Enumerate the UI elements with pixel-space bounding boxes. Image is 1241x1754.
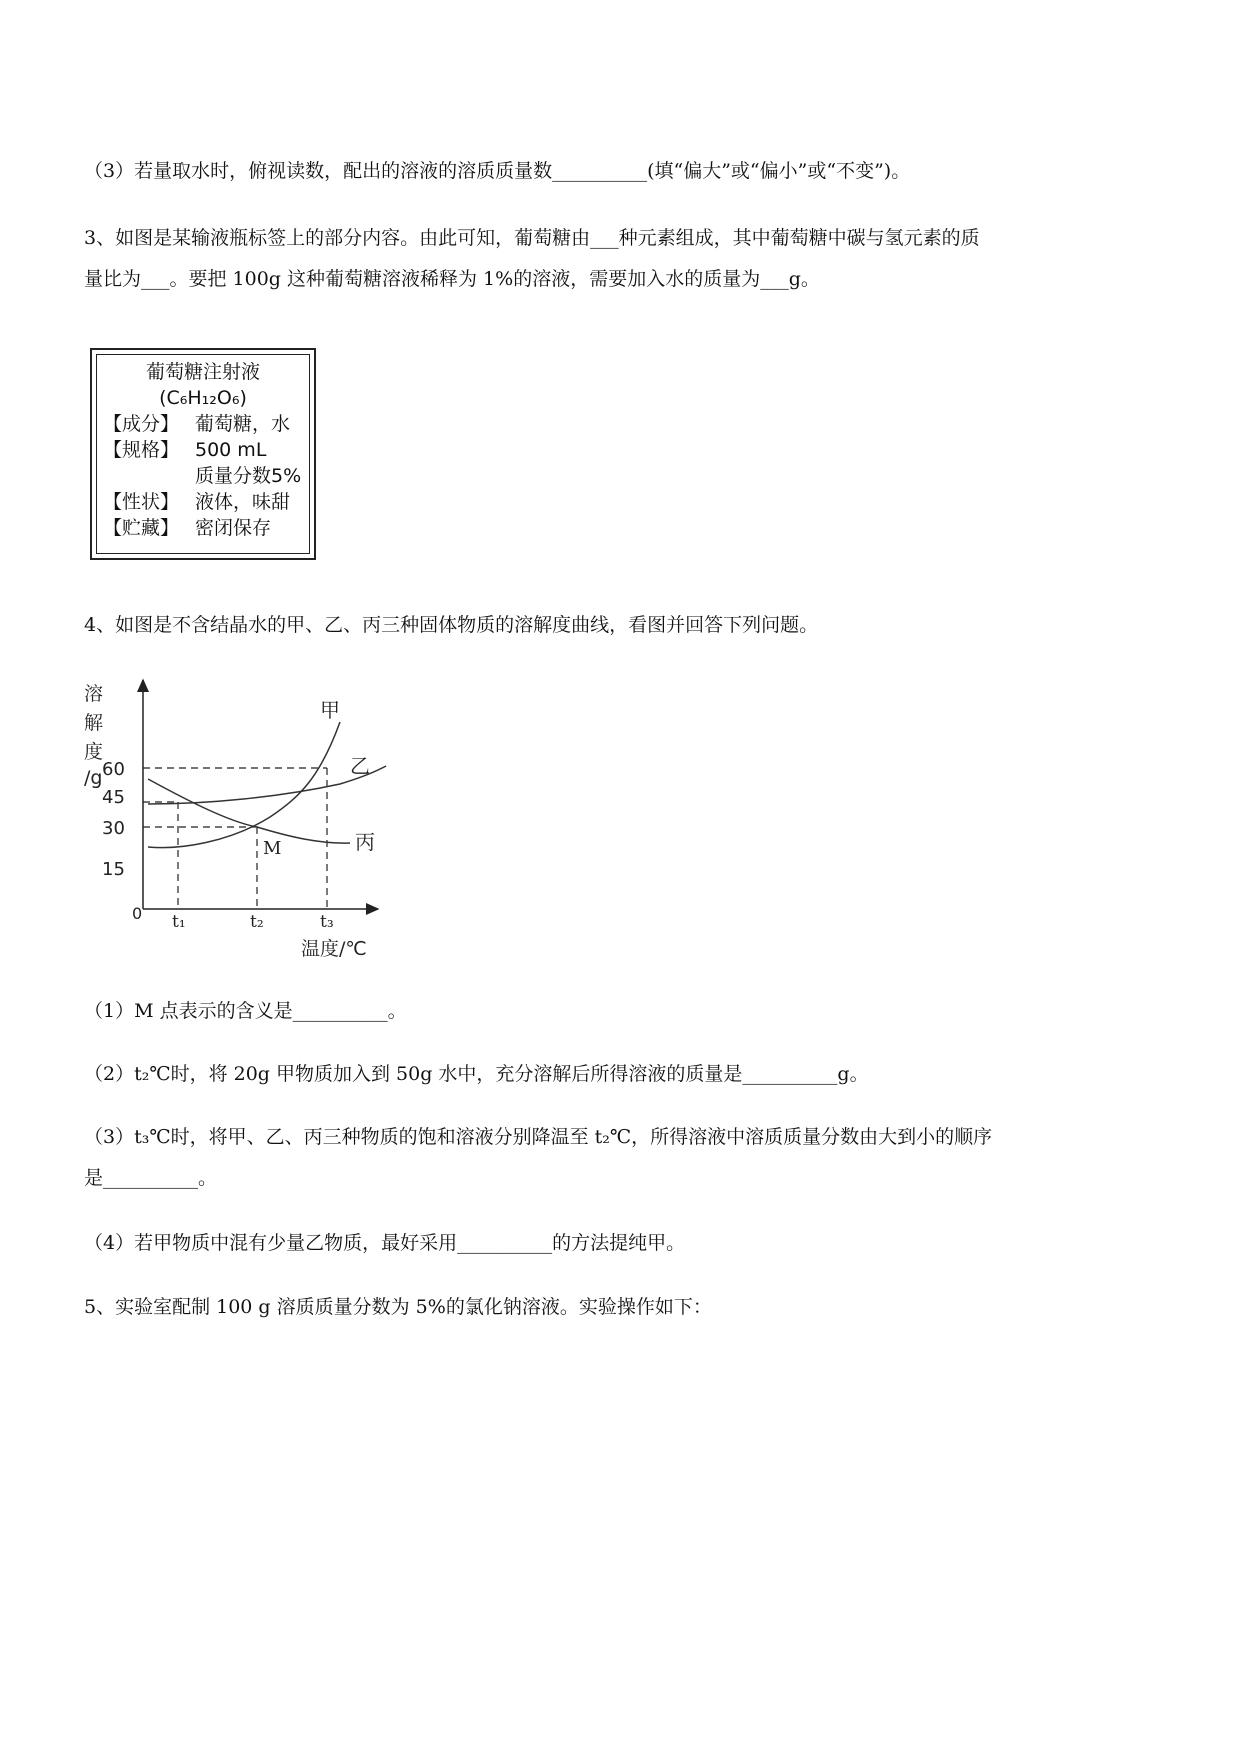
y-label-4: /g (84, 767, 103, 789)
y-label-3: 度 (84, 741, 104, 763)
curve-jia (148, 722, 340, 848)
question-4-part-3-line-2: 是__________。 (84, 1167, 218, 1189)
series-label-jia: 甲 (320, 698, 340, 722)
label-formula: (C₆H₁₂O₆) (159, 387, 247, 409)
point-m-label: M (263, 838, 282, 859)
y-tick-45: 45 (102, 787, 125, 808)
x-axis-label: 温度/℃ (301, 938, 367, 960)
question-2-part-3: （3）若量取水时，俯视读数，配出的溶液的溶质质量数__________(填“偏大”或“偏小”或“不变”)。 (84, 160, 911, 182)
label-row-properties: 【性状】 液体，味甜 (103, 491, 291, 513)
y-tick-60: 60 (102, 759, 125, 780)
question-4-part-2: （2）t₂℃时，将 20g 甲物质加入到 50g 水中，充分溶解后所得溶液的质量是__________g。 (84, 1063, 869, 1085)
question-5-intro: 5、实验室配制 100 g 溶质质量分数为 5%的氯化钠溶液。实验操作如下： (84, 1296, 712, 1318)
solubility-chart (80, 672, 400, 962)
label-row-storage: 【贮藏】 密闭保存 (103, 517, 272, 539)
series-label-bing: 丙 (355, 830, 375, 854)
series-label-yi: 乙 (350, 754, 370, 778)
question-4-part-4: （4）若甲物质中混有少量乙物质，最好采用__________的方法提纯甲。 (84, 1232, 686, 1254)
y-tick-15: 15 (102, 859, 125, 880)
y-tick-30: 30 (102, 818, 125, 839)
question-4-part-3-line-1: （3）t₃℃时，将甲、乙、丙三种物质的饱和溶液分别降温至 t₂℃，所得溶液中溶质质量分数由大到小的顺序 (84, 1126, 993, 1148)
x-tick-t2: t₂ (250, 912, 264, 932)
x-tick-t1: t₁ (172, 912, 186, 932)
question-3-line-2: 量比为___。要把 100g 这种葡萄糖溶液稀释为 1%的溶液，需要加入水的质量为___g。 (84, 268, 820, 290)
x-tick-t3: t₃ (320, 912, 334, 932)
y-label-2: 解 (84, 712, 104, 734)
question-4-intro: 4、如图是不含结晶水的甲、乙、丙三种固体物质的溶解度曲线，看图并回答下列问题。 (84, 614, 819, 636)
y-label-1: 溶 (84, 683, 104, 705)
label-row-spec: 【规格】 500 mL (103, 439, 267, 461)
label-title: 葡萄糖注射液 (145, 361, 260, 383)
label-row-mass-fraction: 质量分数5% (195, 465, 302, 487)
question-4-part-1: （1）M 点表示的含义是__________。 (84, 1000, 407, 1022)
label-row-ingredients: 【成分】 葡萄糖，水 (103, 413, 291, 435)
glucose-label-figure (90, 348, 316, 560)
question-3-line-1: 3、如图是某输液瓶标签上的部分内容。由此可知，葡萄糖由___种元素组成，其中葡萄糖中碳与氢元素的质 (84, 227, 980, 249)
origin-label: 0 (132, 904, 143, 923)
